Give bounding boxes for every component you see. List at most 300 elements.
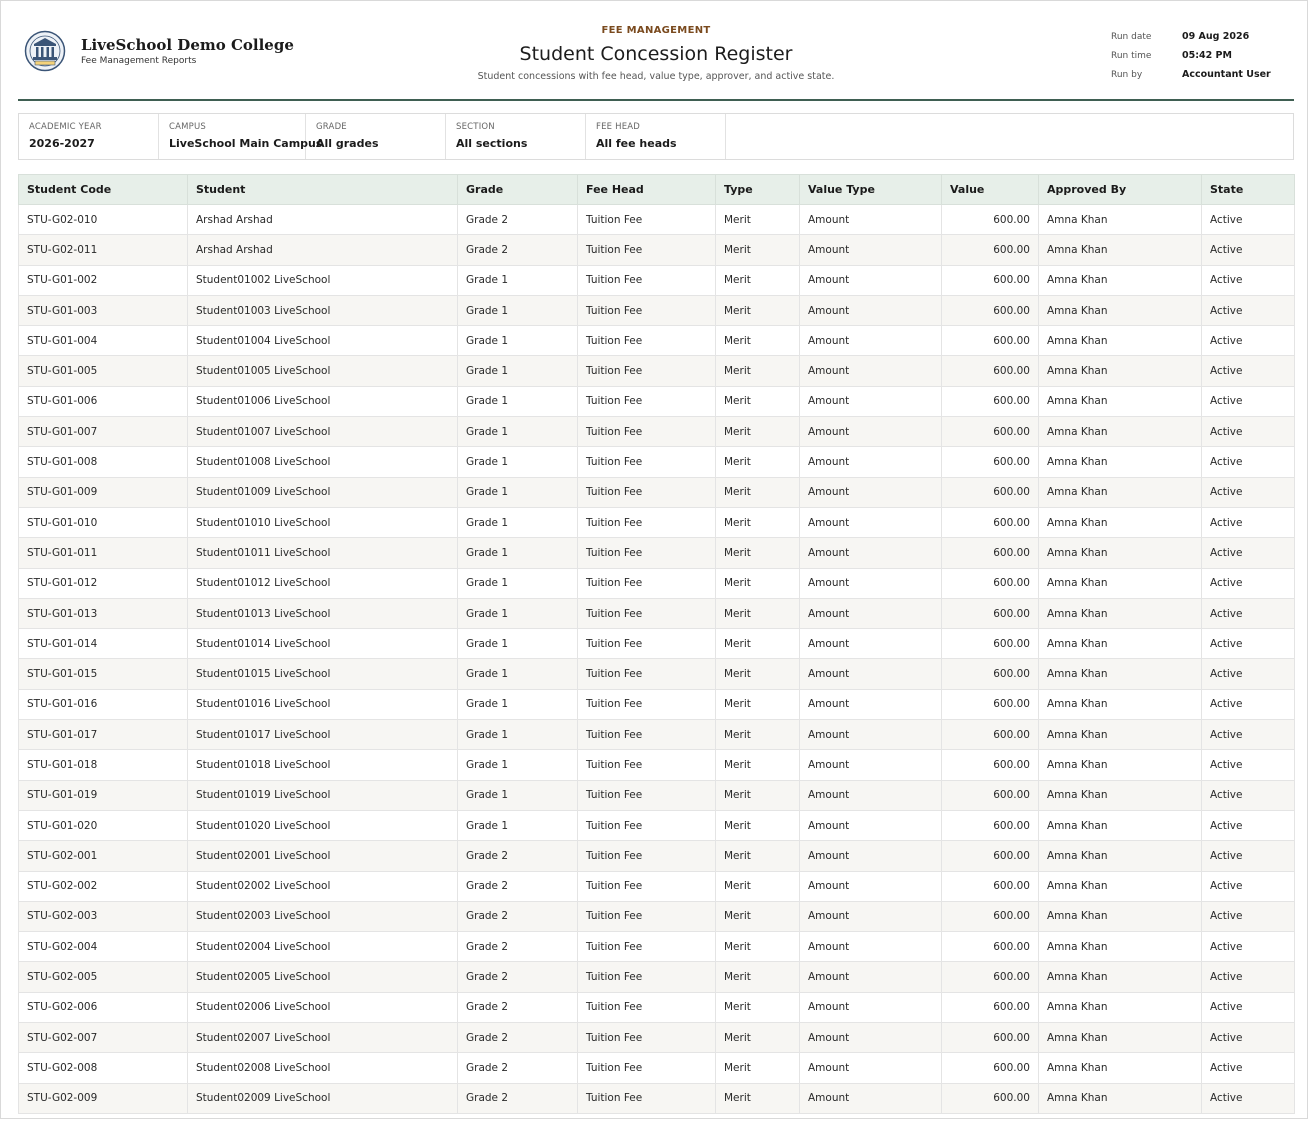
cell-state: Active [1202,780,1295,810]
cell-grade: Grade 2 [458,992,578,1022]
cell-type: Merit [716,538,800,568]
cell-fee-head: Tuition Fee [578,841,716,871]
cell-approved-by: Amna Khan [1039,1053,1202,1083]
cell-type: Merit [716,841,800,871]
cell-value: 600.00 [942,235,1039,265]
cell-type: Merit [716,568,800,598]
cell-value-type: Amount [800,871,942,901]
run-by-row [1111,65,1296,84]
table-row [19,265,1295,295]
cell-student-code: STU-G01-020 [19,810,188,840]
cell-value-type: Amount [800,750,942,780]
cell-student-code: STU-G01-014 [19,629,188,659]
cell-approved-by: Amna Khan [1039,901,1202,931]
cell-grade: Grade 2 [458,901,578,931]
cell-value-type: Amount [800,962,942,992]
cell-type: Merit [716,659,800,689]
cell-student: Student01007 LiveSchool [188,417,458,447]
table-row [19,810,1295,840]
table-row [19,689,1295,719]
cell-fee-head: Tuition Fee [578,962,716,992]
cell-student-code: STU-G01-016 [19,689,188,719]
cell-value-type: Amount [800,659,942,689]
cell-student-code: STU-G01-017 [19,720,188,750]
table-row [19,417,1295,447]
cell-type: Merit [716,871,800,901]
cell-type: Merit [716,265,800,295]
cell-value-type: Amount [800,538,942,568]
cell-type: Merit [716,417,800,447]
cell-student-code: STU-G01-012 [19,568,188,598]
cell-state: Active [1202,720,1295,750]
cell-type: Merit [716,1083,800,1113]
cell-student-code: STU-G02-004 [19,932,188,962]
cell-value: 600.00 [942,477,1039,507]
run-time-value: 05:42 PM [1182,50,1232,61]
cell-fee-head: Tuition Fee [578,235,716,265]
cell-student: Student01009 LiveSchool [188,477,458,507]
cell-state: Active [1202,265,1295,295]
table-row [19,901,1295,931]
cell-value-type: Amount [800,265,942,295]
cell-value: 600.00 [942,659,1039,689]
cell-type: Merit [716,992,800,1022]
filter-academic-year [19,114,159,159]
cell-type: Merit [716,326,800,356]
cell-student-code: STU-G01-010 [19,507,188,537]
cell-value: 600.00 [942,507,1039,537]
column-header-grade: Grade [458,175,578,205]
filter-value: 2026-2027 [29,137,95,150]
cell-state: Active [1202,598,1295,628]
cell-type: Merit [716,629,800,659]
cell-state: Active [1202,932,1295,962]
cell-value-type: Amount [800,477,942,507]
filter-label: FEE HEAD [596,122,641,132]
cell-value: 600.00 [942,568,1039,598]
cell-student: Student01015 LiveSchool [188,659,458,689]
cell-type: Merit [716,750,800,780]
filter-value: All fee heads [596,137,677,150]
cell-approved-by: Amna Khan [1039,659,1202,689]
run-meta [1111,27,1296,84]
cell-student-code: STU-G02-011 [19,235,188,265]
cell-value-type: Amount [800,841,942,871]
cell-grade: Grade 1 [458,447,578,477]
cell-state: Active [1202,841,1295,871]
cell-approved-by: Amna Khan [1039,477,1202,507]
table-row [19,326,1295,356]
table-row [19,568,1295,598]
cell-value-type: Amount [800,386,942,416]
cell-grade: Grade 2 [458,932,578,962]
cell-student: Student02007 LiveSchool [188,1023,458,1053]
table-row [19,932,1295,962]
column-header-approved-by: Approved By [1039,175,1202,205]
cell-grade: Grade 2 [458,841,578,871]
cell-fee-head: Tuition Fee [578,477,716,507]
table-row [19,598,1295,628]
cell-student-code: STU-G01-006 [19,386,188,416]
cell-student-code: STU-G02-001 [19,841,188,871]
cell-value: 600.00 [942,1023,1039,1053]
cell-value-type: Amount [800,507,942,537]
cell-type: Merit [716,235,800,265]
org-subtitle: Fee Management Reports [81,56,197,66]
cell-state: Active [1202,295,1295,325]
cell-student: Student01014 LiveSchool [188,629,458,659]
cell-student: Student02004 LiveSchool [188,932,458,962]
cell-value: 600.00 [942,720,1039,750]
cell-approved-by: Amna Khan [1039,992,1202,1022]
cell-fee-head: Tuition Fee [578,871,716,901]
cell-fee-head: Tuition Fee [578,901,716,931]
cell-student-code: STU-G01-013 [19,598,188,628]
report-subtitle: Student concessions with fee head, value type, approver, and active state. [477,71,835,82]
cell-student: Student01013 LiveSchool [188,598,458,628]
cell-student-code: STU-G01-015 [19,659,188,689]
cell-state: Active [1202,689,1295,719]
column-header-value-type: Value Type [800,175,942,205]
cell-state: Active [1202,386,1295,416]
cell-grade: Grade 1 [458,780,578,810]
cell-fee-head: Tuition Fee [578,1083,716,1113]
cell-student: Student01020 LiveSchool [188,810,458,840]
cell-grade: Grade 1 [458,810,578,840]
cell-fee-head: Tuition Fee [578,992,716,1022]
cell-grade: Grade 1 [458,265,578,295]
cell-type: Merit [716,1023,800,1053]
cell-approved-by: Amna Khan [1039,568,1202,598]
org-name: LiveSchool Demo College [81,36,294,54]
cell-value: 600.00 [942,265,1039,295]
cell-approved-by: Amna Khan [1039,417,1202,447]
cell-state: Active [1202,326,1295,356]
table-row [19,871,1295,901]
cell-type: Merit [716,507,800,537]
cell-grade: Grade 1 [458,295,578,325]
cell-student-code: STU-G02-008 [19,1053,188,1083]
cell-student: Student01002 LiveSchool [188,265,458,295]
cell-student-code: STU-G01-009 [19,477,188,507]
cell-state: Active [1202,629,1295,659]
cell-approved-by: Amna Khan [1039,295,1202,325]
cell-state: Active [1202,659,1295,689]
run-time-label: Run time [1111,50,1152,61]
cell-fee-head: Tuition Fee [578,750,716,780]
column-header-student-code: Student Code [19,175,188,205]
column-header-fee-head: Fee Head [578,175,716,205]
cell-fee-head: Tuition Fee [578,932,716,962]
cell-fee-head: Tuition Fee [578,447,716,477]
cell-grade: Grade 1 [458,507,578,537]
cell-value-type: Amount [800,720,942,750]
filter-bar [18,113,1294,160]
filter-value: LiveSchool Main Campus [169,137,323,150]
cell-fee-head: Tuition Fee [578,265,716,295]
cell-approved-by: Amna Khan [1039,326,1202,356]
cell-fee-head: Tuition Fee [578,1023,716,1053]
cell-state: Active [1202,962,1295,992]
cell-type: Merit [716,477,800,507]
cell-state: Active [1202,417,1295,447]
cell-grade: Grade 1 [458,720,578,750]
concession-table-wrap [18,174,1294,1114]
cell-student-code: STU-G01-008 [19,447,188,477]
cell-value-type: Amount [800,1023,942,1053]
cell-type: Merit [716,720,800,750]
cell-fee-head: Tuition Fee [578,386,716,416]
table-row [19,295,1295,325]
table-row [19,538,1295,568]
table-row [19,750,1295,780]
cell-approved-by: Amna Khan [1039,538,1202,568]
cell-value: 600.00 [942,750,1039,780]
cell-student: Student01019 LiveSchool [188,780,458,810]
cell-fee-head: Tuition Fee [578,1053,716,1083]
cell-fee-head: Tuition Fee [578,568,716,598]
cell-value: 600.00 [942,295,1039,325]
cell-grade: Grade 2 [458,1083,578,1113]
cell-value: 600.00 [942,386,1039,416]
cell-student: Student02002 LiveSchool [188,871,458,901]
cell-state: Active [1202,507,1295,537]
column-header-student: Student [188,175,458,205]
cell-approved-by: Amna Khan [1039,810,1202,840]
cell-student: Student02008 LiveSchool [188,1053,458,1083]
table-row [19,235,1295,265]
cell-type: Merit [716,901,800,931]
report-title: Student Concession Register [519,43,793,65]
cell-student-code: STU-G02-002 [19,871,188,901]
cell-type: Merit [716,962,800,992]
cell-student: Student02006 LiveSchool [188,992,458,1022]
table-row [19,780,1295,810]
cell-state: Active [1202,871,1295,901]
cell-student: Student01012 LiveSchool [188,568,458,598]
table-row [19,659,1295,689]
cell-type: Merit [716,810,800,840]
cell-approved-by: Amna Khan [1039,750,1202,780]
table-row [19,447,1295,477]
cell-value: 600.00 [942,417,1039,447]
cell-approved-by: Amna Khan [1039,780,1202,810]
table-row [19,720,1295,750]
cell-grade: Grade 1 [458,598,578,628]
cell-grade: Grade 1 [458,417,578,447]
cell-value: 600.00 [942,1083,1039,1113]
cell-grade: Grade 1 [458,326,578,356]
cell-value: 600.00 [942,901,1039,931]
cell-student: Student01016 LiveSchool [188,689,458,719]
cell-value: 600.00 [942,841,1039,871]
cell-approved-by: Amna Khan [1039,932,1202,962]
cell-value: 600.00 [942,598,1039,628]
cell-value-type: Amount [800,932,942,962]
cell-state: Active [1202,810,1295,840]
cell-approved-by: Amna Khan [1039,962,1202,992]
cell-type: Merit [716,205,800,235]
cell-value: 600.00 [942,447,1039,477]
cell-student: Arshad Arshad [188,235,458,265]
cell-approved-by: Amna Khan [1039,507,1202,537]
cell-fee-head: Tuition Fee [578,205,716,235]
cell-value: 600.00 [942,538,1039,568]
filter-label: CAMPUS [169,122,207,132]
cell-type: Merit [716,1053,800,1083]
cell-grade: Grade 1 [458,568,578,598]
cell-grade: Grade 1 [458,659,578,689]
table-body [19,205,1295,1114]
filter-grade [306,114,446,159]
column-header-type: Type [716,175,800,205]
cell-state: Active [1202,1053,1295,1083]
cell-value-type: Amount [800,356,942,386]
table-row [19,1083,1295,1113]
cell-state: Active [1202,447,1295,477]
cell-student: Student02005 LiveSchool [188,962,458,992]
cell-value-type: Amount [800,780,942,810]
cell-approved-by: Amna Khan [1039,598,1202,628]
cell-value: 600.00 [942,780,1039,810]
cell-approved-by: Amna Khan [1039,386,1202,416]
filter-value: All sections [456,137,528,150]
cell-value: 600.00 [942,326,1039,356]
cell-student-code: STU-G02-005 [19,962,188,992]
cell-fee-head: Tuition Fee [578,417,716,447]
cell-student-code: STU-G01-019 [19,780,188,810]
cell-value-type: Amount [800,1083,942,1113]
cell-state: Active [1202,750,1295,780]
cell-value: 600.00 [942,205,1039,235]
cell-grade: Grade 1 [458,750,578,780]
cell-fee-head: Tuition Fee [578,720,716,750]
cell-approved-by: Amna Khan [1039,235,1202,265]
cell-value: 600.00 [942,871,1039,901]
table-row [19,1023,1295,1053]
cell-value-type: Amount [800,901,942,931]
cell-student-code: STU-G02-007 [19,1023,188,1053]
cell-approved-by: Amna Khan [1039,841,1202,871]
filter-fee-head [586,114,726,159]
filter-label: SECTION [456,122,495,132]
cell-value: 600.00 [942,1053,1039,1083]
cell-value: 600.00 [942,962,1039,992]
cell-student: Student01018 LiveSchool [188,750,458,780]
cell-type: Merit [716,780,800,810]
run-time-row [1111,46,1296,65]
cell-student-code: STU-G01-018 [19,750,188,780]
cell-approved-by: Amna Khan [1039,1023,1202,1053]
cell-fee-head: Tuition Fee [578,689,716,719]
table-row [19,205,1295,235]
table-row [19,841,1295,871]
cell-value: 600.00 [942,689,1039,719]
cell-approved-by: Amna Khan [1039,720,1202,750]
cell-grade: Grade 1 [458,689,578,719]
run-date-label: Run date [1111,31,1152,42]
cell-value-type: Amount [800,689,942,719]
cell-value-type: Amount [800,326,942,356]
cell-student: Student01004 LiveSchool [188,326,458,356]
filter-value: All grades [316,137,379,150]
cell-grade: Grade 1 [458,477,578,507]
cell-fee-head: Tuition Fee [578,538,716,568]
table-row [19,507,1295,537]
cell-value: 600.00 [942,810,1039,840]
cell-fee-head: Tuition Fee [578,598,716,628]
cell-approved-by: Amna Khan [1039,356,1202,386]
cell-fee-head: Tuition Fee [578,326,716,356]
cell-type: Merit [716,386,800,416]
cell-approved-by: Amna Khan [1039,205,1202,235]
cell-value-type: Amount [800,295,942,325]
cell-value-type: Amount [800,417,942,447]
run-by-value: Accountant User [1182,69,1271,80]
cell-fee-head: Tuition Fee [578,356,716,386]
cell-student: Student01010 LiveSchool [188,507,458,537]
cell-state: Active [1202,1083,1295,1113]
cell-value-type: Amount [800,1053,942,1083]
report-header [18,1,1294,101]
cell-fee-head: Tuition Fee [578,659,716,689]
cell-state: Active [1202,568,1295,598]
cell-approved-by: Amna Khan [1039,447,1202,477]
cell-approved-by: Amna Khan [1039,629,1202,659]
filter-label: ACADEMIC YEAR [29,122,102,132]
cell-approved-by: Amna Khan [1039,871,1202,901]
cell-grade: Grade 2 [458,205,578,235]
column-header-value: Value [942,175,1039,205]
cell-student-code: STU-G02-010 [19,205,188,235]
cell-value-type: Amount [800,810,942,840]
cell-grade: Grade 1 [458,386,578,416]
cell-state: Active [1202,992,1295,1022]
cell-value-type: Amount [800,235,942,265]
table-row [19,629,1295,659]
cell-value-type: Amount [800,447,942,477]
report-eyebrow: FEE MANAGEMENT [601,25,711,36]
table-row [19,477,1295,507]
cell-type: Merit [716,295,800,325]
cell-approved-by: Amna Khan [1039,1083,1202,1113]
cell-fee-head: Tuition Fee [578,810,716,840]
cell-value: 600.00 [942,356,1039,386]
filter-section [446,114,586,159]
table-header-row [19,175,1295,205]
table-row [19,356,1295,386]
table-row [19,992,1295,1022]
cell-student: Student02009 LiveSchool [188,1083,458,1113]
cell-student-code: STU-G02-009 [19,1083,188,1113]
cell-state: Active [1202,205,1295,235]
cell-value-type: Amount [800,629,942,659]
cell-student: Student02001 LiveSchool [188,841,458,871]
cell-value: 600.00 [942,992,1039,1022]
cell-value-type: Amount [800,568,942,598]
concession-table [18,174,1295,1114]
cell-state: Active [1202,538,1295,568]
cell-approved-by: Amna Khan [1039,689,1202,719]
cell-grade: Grade 1 [458,629,578,659]
cell-grade: Grade 2 [458,962,578,992]
cell-student-code: STU-G01-003 [19,295,188,325]
cell-state: Active [1202,901,1295,931]
table-row [19,386,1295,416]
cell-approved-by: Amna Khan [1039,265,1202,295]
run-date-value: 09 Aug 2026 [1182,31,1250,42]
cell-student-code: STU-G01-005 [19,356,188,386]
